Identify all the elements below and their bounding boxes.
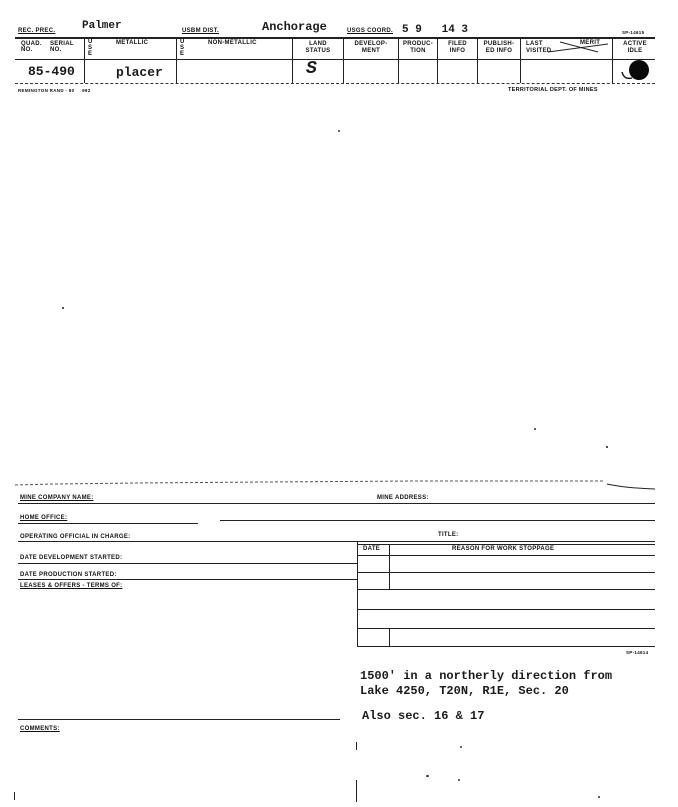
stoppage-date-header: DATE [363, 546, 381, 552]
rule [18, 579, 357, 580]
divider [389, 628, 390, 646]
date-development-label: DATE DEVELOPMENT STARTED: [20, 555, 123, 561]
divider [176, 37, 177, 83]
col-active-idle: ACTIVE IDLE [623, 41, 647, 54]
col-serial-no: SERIAL NO. [50, 41, 74, 53]
notes-line-1: 1500' in a northerly direction from [360, 669, 613, 683]
usgs-coord-value: 5 9 14 3 [402, 24, 469, 36]
col-filed-info: FILED INFO [448, 41, 467, 54]
speck [338, 130, 340, 132]
usbm-dist-label: USBM DIST. [182, 28, 220, 34]
header-rule-bottom [15, 83, 655, 84]
rule [357, 609, 655, 610]
rec-prec-value: Palmer [82, 20, 122, 32]
speck [62, 307, 64, 309]
rule [357, 646, 655, 647]
speck [606, 446, 608, 448]
rule [18, 719, 340, 720]
printer-mark: REMINGTON RAND - 80 992 [18, 88, 91, 93]
col-merit: MERIT [580, 40, 601, 46]
col-land-status: LAND STATUS [305, 41, 331, 54]
rule [18, 541, 655, 542]
tick-mark [356, 780, 357, 802]
divider [398, 37, 399, 83]
col-quad-no: QUAD. NO. [21, 41, 42, 53]
divider [292, 37, 293, 83]
usgs-coord-label: USGS COORD. [347, 28, 393, 34]
col-non-metallic: NON-METALLIC [208, 40, 257, 46]
title-label: TITLE: [438, 532, 459, 538]
land-status-mark: S [306, 59, 317, 79]
divider [477, 37, 478, 83]
active-idle-dot-icon [618, 58, 652, 84]
divider [84, 37, 85, 83]
rule [18, 563, 357, 564]
mine-company-name-label: MINE COMPANY NAME: [20, 495, 94, 501]
stoppage-reason-header: REASON FOR WORK STOPPAGE [452, 546, 555, 552]
divider [437, 37, 438, 83]
rule [357, 555, 655, 556]
lower-form-top-border [15, 476, 655, 496]
col-production: PRODUC- TION [402, 41, 434, 54]
divider [612, 37, 613, 83]
quad-serial-value: 85-490 [28, 64, 75, 79]
home-office-label: HOME OFFICE: [20, 515, 68, 521]
usbm-dist-value: Anchorage [262, 20, 327, 34]
divider [357, 541, 358, 646]
rec-prec-label: REC. PREC. [18, 28, 56, 34]
divider [389, 544, 390, 589]
leases-label: LEASES & OFFERS - TERMS OF: [20, 583, 123, 589]
notes-line-2: Lake 4250, T20N, R1E, Sec. 20 [360, 684, 569, 698]
dept-mark: TERRITORIAL DEPT. OF MINES [508, 87, 598, 93]
divider [343, 37, 344, 83]
form-number-top: SP-14615 [622, 30, 645, 35]
col-metallic: METALLIC [116, 40, 149, 46]
notes-line-3: Also sec. 16 & 17 [362, 709, 485, 723]
col-development: DEVELOP- MENT [354, 41, 388, 54]
rule [18, 503, 655, 504]
comments-label: COMMENTS: [20, 726, 60, 732]
col-use-1: U S E [88, 39, 93, 57]
col-published-info: PUBLISH- ED INFO [483, 41, 515, 54]
col-last-visited: LAST VISITED [526, 41, 552, 54]
speck [534, 428, 536, 430]
operating-official-label: OPERATING OFFICIAL IN CHARGE: [20, 534, 131, 540]
mine-address-label: MINE ADDRESS: [377, 495, 429, 501]
rule [357, 572, 655, 573]
rule [357, 589, 655, 590]
rule [220, 520, 655, 521]
speck [598, 796, 600, 798]
form-number-bottom: SP-14614 [626, 650, 649, 655]
rule [357, 544, 655, 545]
speck [426, 775, 429, 777]
rule [18, 523, 198, 524]
speck [458, 779, 460, 781]
date-production-label: DATE PRODUCTION STARTED: [20, 572, 117, 578]
tick-mark [356, 742, 357, 750]
metallic-value: placer [116, 65, 163, 80]
merit-slash-marks [520, 38, 612, 60]
rule [357, 628, 655, 629]
tick-mark [14, 792, 15, 800]
speck [460, 746, 462, 748]
col-use-2: U S E [180, 39, 185, 57]
